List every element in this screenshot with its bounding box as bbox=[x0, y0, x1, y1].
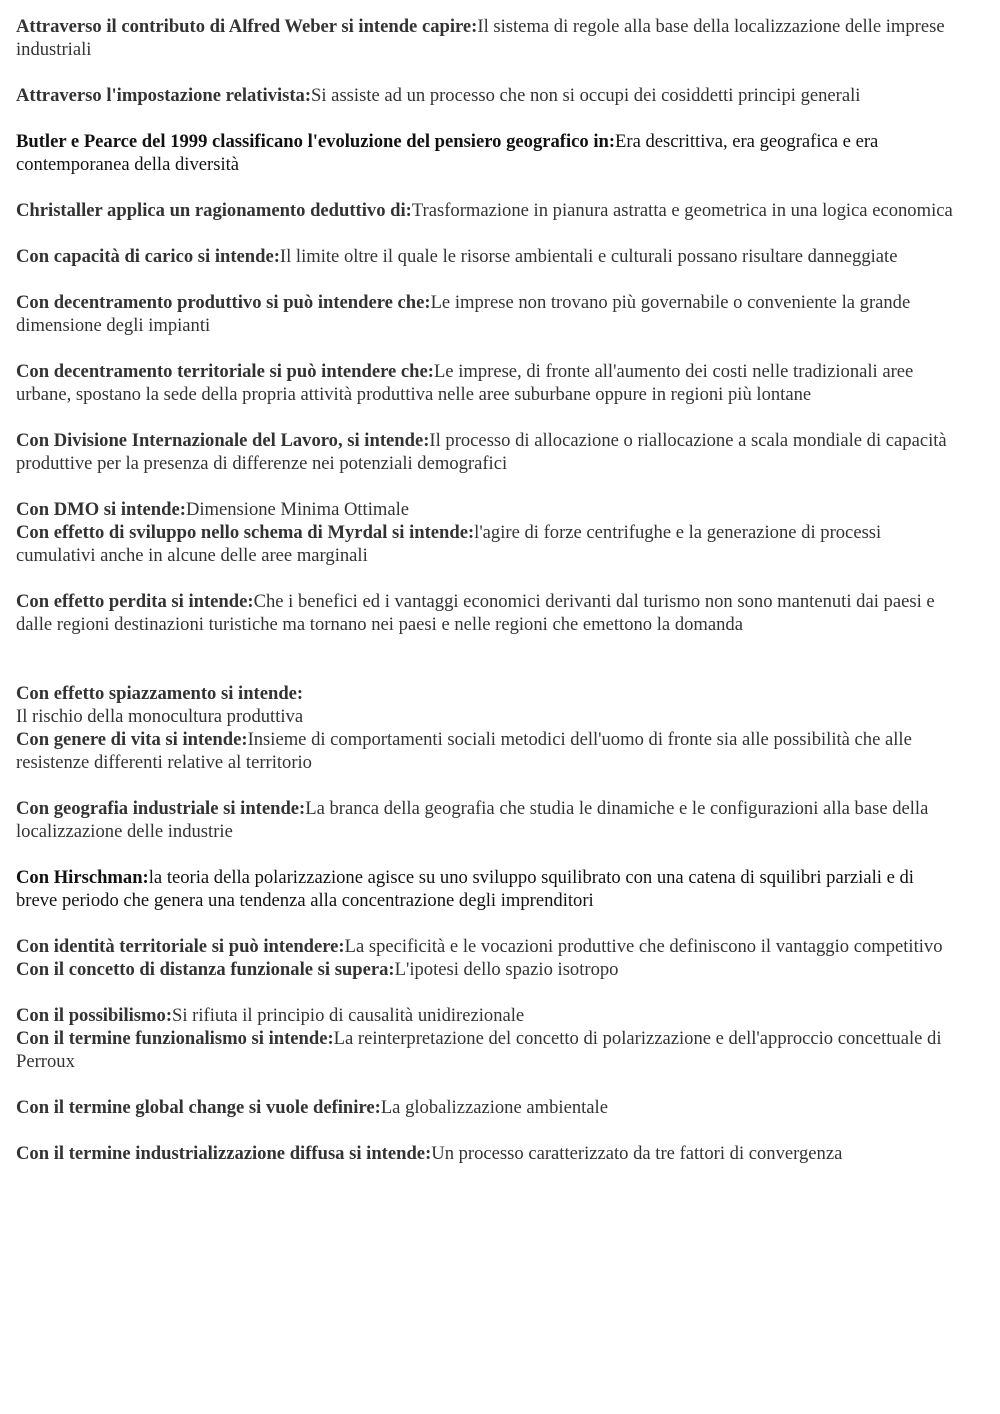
qa-entry bbox=[16, 1004, 956, 1027]
question-text: Con geografia industriale si intende: bbox=[16, 798, 306, 819]
question-text: Con il termine industrializzazione diffusa si intende: bbox=[16, 1143, 432, 1164]
question-text: Butler e Pearce del 1999 classificano l'evoluzione del pensiero geografico in: bbox=[16, 131, 616, 152]
qa-entry bbox=[16, 1096, 956, 1119]
answer-text: Trasformazione in pianura astratta e geometrica in una logica economica bbox=[411, 200, 953, 221]
question-text: Con effetto di sviluppo nello schema di Myrdal si intende: bbox=[16, 522, 475, 543]
answer-text: l'agire di forze centrifughe e la generazione di processi cumulativi anche in alcune delle aree marginali bbox=[16, 522, 882, 566]
question-text: Con il possibilismo: bbox=[16, 1005, 173, 1026]
question-text: Attraverso l'impostazione relativista: bbox=[16, 85, 312, 106]
answer-text: Il limite oltre il quale le risorse ambientali e culturali possano risultare danneggiate bbox=[279, 246, 898, 267]
qa-entry bbox=[16, 866, 956, 912]
answer-text: Che i benefici ed i vantaggi economici derivanti dal turismo non sono mantenuti dai paesi e dalle regioni destinazioni turistiche ma tornano nei paesi e nelle regioni che emettono la domanda bbox=[16, 591, 935, 635]
qa-entry bbox=[16, 682, 956, 728]
qa-entry bbox=[16, 429, 956, 475]
question-text: Con DMO si intende: bbox=[16, 499, 186, 520]
qa-entry bbox=[16, 935, 956, 958]
qa-entry bbox=[16, 521, 956, 567]
answer-text: Un processo caratterizzato da tre fattori di convergenza bbox=[431, 1143, 843, 1164]
qa-entry bbox=[16, 15, 956, 61]
question-text: Con genere di vita si intende: bbox=[16, 729, 248, 750]
qa-entry bbox=[16, 498, 956, 521]
answer-text: Insieme di comportamenti sociali metodici dell'uomo di fronte sia alle possibilità che alle resistenze differenti relative al territorio bbox=[16, 729, 912, 773]
question-text: Con il termine funzionalismo si intende: bbox=[16, 1028, 334, 1049]
question-text: Con decentramento produttivo si può intendere che: bbox=[16, 292, 431, 313]
answer-text: Dimensione Minima Ottimale bbox=[185, 499, 410, 520]
question-text: Con capacità di carico si intende: bbox=[16, 246, 280, 267]
question-text: Con effetto perdita si intende: bbox=[16, 591, 254, 612]
question-text: Christaller applica un ragionamento deduttivo di: bbox=[16, 200, 412, 221]
answer-text: Si rifiuta il principio di causalità unidirezionale bbox=[172, 1005, 525, 1026]
qa-entry bbox=[16, 1027, 956, 1073]
answer-text: La specificità e le vocazioni produttive che definiscono il vantaggio competitivo bbox=[344, 936, 943, 957]
qa-entry bbox=[16, 199, 956, 222]
answer-text: La reinterpretazione del concetto di polarizzazione e dell'approccio concettuale di Perroux bbox=[16, 1028, 942, 1072]
document-page bbox=[16, 15, 956, 1165]
qa-entry bbox=[16, 728, 956, 774]
question-text: Con decentramento territoriale si può intendere che: bbox=[16, 361, 434, 382]
question-text: Con Hirschman: bbox=[16, 867, 149, 888]
qa-entry bbox=[16, 291, 956, 337]
qa-entry bbox=[16, 797, 956, 843]
answer-text: Era descrittiva, era geografica e era contemporanea della diversità bbox=[16, 131, 879, 175]
qa-entry bbox=[16, 1142, 956, 1165]
qa-entry bbox=[16, 958, 956, 981]
qa-entry bbox=[16, 84, 956, 107]
qa-entry bbox=[16, 245, 956, 268]
answer-text: La globalizzazione ambientale bbox=[380, 1097, 608, 1118]
answer-text: Si assiste ad un processo che non si occupi dei cosiddetti principi generali bbox=[311, 85, 861, 106]
answer-text: Il rischio della monocultura produttiva bbox=[16, 706, 304, 727]
qa-entry bbox=[16, 360, 956, 406]
question-text: Con il termine global change si vuole definire: bbox=[16, 1097, 381, 1118]
question-text: Con il concetto di distanza funzionale si supera: bbox=[16, 959, 395, 980]
qa-entry bbox=[16, 590, 956, 636]
question-text: Con effetto spiazzamento si intende: bbox=[16, 683, 304, 704]
answer-text: Le imprese, di fronte all'aumento dei costi nelle tradizionali aree urbane, spostano la sede della propria attività produttiva nelle aree suburbane oppure in regioni più lontane bbox=[16, 361, 914, 405]
answer-text: Il processo di allocazione o riallocazione a scala mondiale di capacità produttive per la presenza di differenze nei potenziali demografici bbox=[16, 430, 947, 474]
answer-text: Il sistema di regole alla base della localizzazione delle imprese industriali bbox=[16, 16, 945, 60]
question-text: Con Divisione Internazionale del Lavoro, si intende: bbox=[16, 430, 430, 451]
question-text: Con identità territoriale si può intendere: bbox=[16, 936, 345, 957]
answer-text: la teoria della polarizzazione agisce su uno sviluppo squilibrato con una catena di squilibri parziali e di breve periodo che genera una tendenza alla concentrazione degli imprenditori bbox=[16, 867, 914, 911]
qa-entry bbox=[16, 130, 956, 176]
answer-text: Le imprese non trovano più governabile o conveniente la grande dimensione degli impianti bbox=[16, 292, 911, 336]
answer-text: L'ipotesi dello spazio isotropo bbox=[394, 959, 619, 980]
question-text: Attraverso il contributo di Alfred Weber si intende capire: bbox=[16, 16, 478, 37]
answer-text: La branca della geografia che studia le dinamiche e le configurazioni alla base della localizzazione delle industrie bbox=[16, 798, 929, 842]
